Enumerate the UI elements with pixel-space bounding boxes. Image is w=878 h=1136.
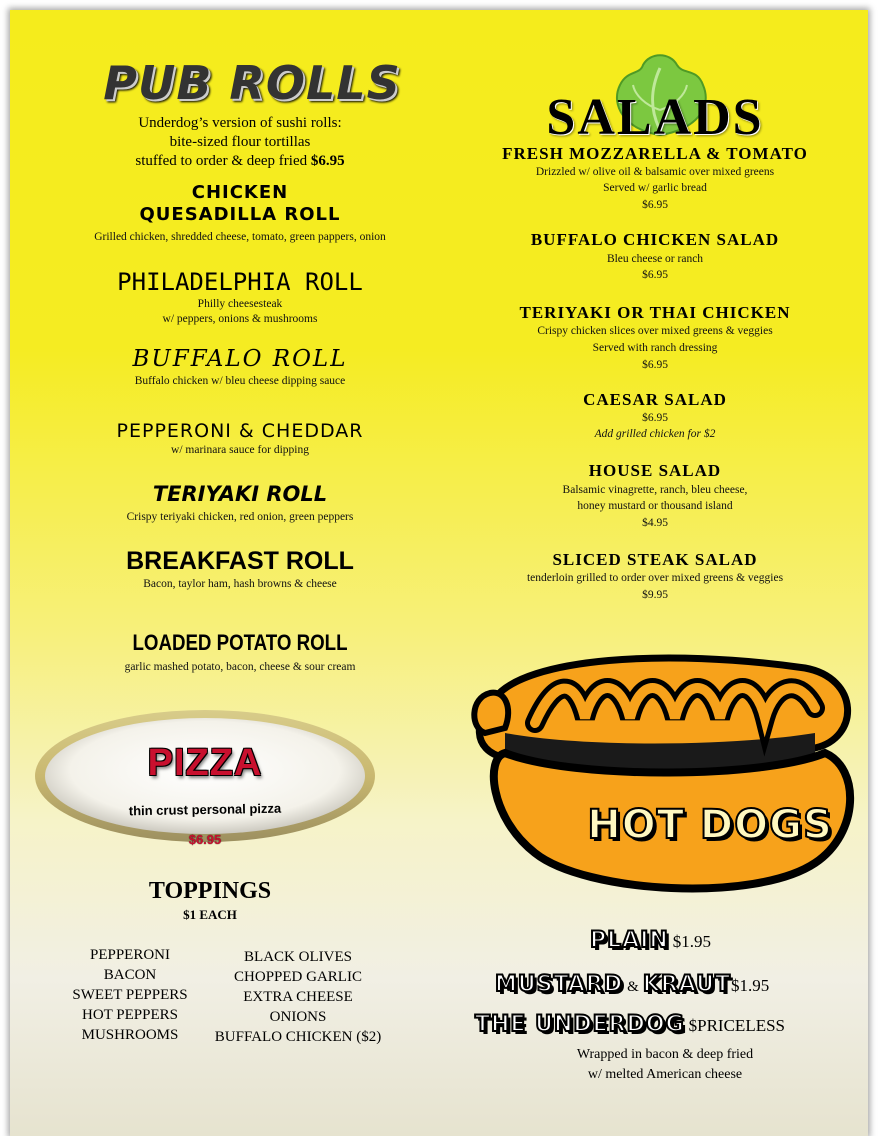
pub-rolls-intro-line3 <box>70 152 410 171</box>
salad-name-mozzarella: FRESH MOZZARELLA & TOMATO <box>502 144 808 163</box>
hotdog-name: THE UNDERDOG <box>475 1012 685 1037</box>
salads-title: SALADS <box>546 89 764 146</box>
hotdog-item-plain <box>590 928 840 953</box>
roll-name-breakfast: BREAKFAST ROLL <box>126 547 354 575</box>
pub-rolls-price: $6.95 <box>310 153 345 169</box>
roll-desc-loaded-potato: garlic mashed potato, bacon, cheese & sour cream <box>124 661 356 673</box>
salad-desc: Drizzled w/ olive oil & balsamic over mixed greens <box>535 166 775 178</box>
topping-item: SWEET PEPPERS <box>72 987 188 1003</box>
salad-name-sliced-steak: SLICED STEAK SALAD <box>552 550 758 569</box>
topping-item: BLACK OLIVES <box>244 949 352 965</box>
toppings-column-2 <box>198 947 398 1047</box>
salad-desc: Bleu cheese or ranch <box>606 253 704 265</box>
topping-item: BACON <box>103 967 157 983</box>
topping-item: CHOPPED GARLIC <box>234 969 362 985</box>
topping-item: ONIONS <box>269 1009 327 1025</box>
menu-page <box>10 10 868 1136</box>
salad-note: Add grilled chicken for $2 <box>594 428 716 440</box>
salad-price: $9.95 <box>642 589 668 601</box>
salad-desc: Balsamic vinagrette, ranch, bleu cheese, <box>562 484 748 496</box>
topping-item: EXTRA CHEESE <box>243 989 353 1005</box>
toppings-subtitle: $1 EACH <box>183 907 237 922</box>
pizza-subtitle: thin crust personal pizza <box>128 800 282 819</box>
roll-desc-philadelphia-line1: Philly cheesesteak <box>197 298 283 310</box>
roll-name-line2: QUESADILLA ROLL <box>139 204 341 225</box>
pizza-price: $6.95 <box>188 832 222 847</box>
roll-name-teriyaki: TERIYAKI ROLL <box>152 482 328 506</box>
roll-name-line1: CHICKEN <box>191 182 289 203</box>
hotdog-name: PLAIN <box>590 928 669 953</box>
pub-rolls-title: PUB ROLLS <box>103 56 401 110</box>
roll-desc-teriyaki: Crispy teriyaki chicken, red onion, green peppers <box>126 511 354 523</box>
salad-desc: honey mustard or thousand island <box>577 500 733 512</box>
roll-desc-chicken-quesadilla: Grilled chicken, shredded cheese, tomato, green pappers, onion <box>94 231 386 243</box>
hotdog-underdog-desc <box>480 1045 850 1085</box>
roll-desc-pepperoni-cheddar: w/ marinara sauce for dipping <box>171 444 309 456</box>
salad-price: $6.95 <box>642 199 668 211</box>
roll-name-chicken-quesadilla <box>70 182 410 226</box>
salad-desc: Served with ranch dressing <box>592 342 718 354</box>
roll-desc-philadelphia-line2: w/ peppers, onions & mushrooms <box>162 313 318 325</box>
hotdog-desc-line1: Wrapped in bacon & deep fried <box>576 1047 754 1062</box>
hotdog-name: KRAUT <box>642 972 732 997</box>
hotdog-item-underdog <box>475 1012 865 1037</box>
hotdogs-title: HOT DOGS <box>587 802 833 848</box>
salad-price: $6.95 <box>642 269 668 281</box>
hotdog-price: $1.95 <box>672 932 712 951</box>
roll-name-pepperoni-cheddar: PEPPERONI & CHEDDAR <box>116 420 364 442</box>
salad-name-buffalo-chicken: BUFFALO CHICKEN SALAD <box>530 230 780 249</box>
pub-rolls-intro-line1: Underdog’s version of sushi rolls: <box>138 115 342 131</box>
salad-price: $4.95 <box>642 517 668 529</box>
salad-price: $6.95 <box>642 359 668 371</box>
hotdog-name: MUSTARD <box>495 972 624 997</box>
hotdog-item-mustard-kraut <box>495 972 865 997</box>
toppings-column-1 <box>50 945 210 1045</box>
roll-name-buffalo: BUFFALO ROLL <box>132 346 348 372</box>
salad-price: $6.95 <box>642 412 668 424</box>
roll-name-philadelphia: PHILADELPHIA ROLL <box>117 268 363 296</box>
salad-name-teriyaki-thai: TERIYAKI OR THAI CHICKEN <box>519 303 791 322</box>
topping-item: PEPPERONI <box>89 947 171 963</box>
hotdog-price: $1.95 <box>731 976 770 995</box>
salad-name-caesar: CAESAR SALAD <box>583 390 727 409</box>
hotdog-price: $PRICELESS <box>688 1016 785 1035</box>
hotdog-icon <box>465 638 865 908</box>
toppings-title: TOPPINGS <box>148 878 272 904</box>
roll-desc-buffalo: Buffalo chicken w/ bleu cheese dipping sauce <box>134 375 346 387</box>
hotdog-ampersand: & <box>627 979 639 995</box>
pub-rolls-intro-line2: bite-sized flour tortillas <box>169 134 311 150</box>
pizza-title: PIZZA <box>147 742 263 784</box>
topping-item: MUSHROOMS <box>81 1027 179 1043</box>
topping-item: HOT PEPPERS <box>81 1007 178 1023</box>
salad-desc: Crispy chicken slices over mixed greens & veggies <box>537 325 773 337</box>
roll-desc-breakfast: Bacon, taylor ham, hash browns & cheese <box>143 578 337 590</box>
pub-rolls-intro-text: stuffed to order & deep fried <box>135 153 308 169</box>
salad-desc: tenderloin grilled to order over mixed greens & veggies <box>526 572 784 584</box>
hotdog-desc-line2: w/ melted American cheese <box>587 1067 743 1082</box>
salad-desc: Served w/ garlic bread <box>603 182 707 194</box>
salad-name-house: HOUSE SALAD <box>588 461 722 480</box>
roll-name-loaded-potato: LOADED POTATO ROLL <box>132 630 348 655</box>
topping-item: BUFFALO CHICKEN ($2) <box>214 1029 382 1045</box>
